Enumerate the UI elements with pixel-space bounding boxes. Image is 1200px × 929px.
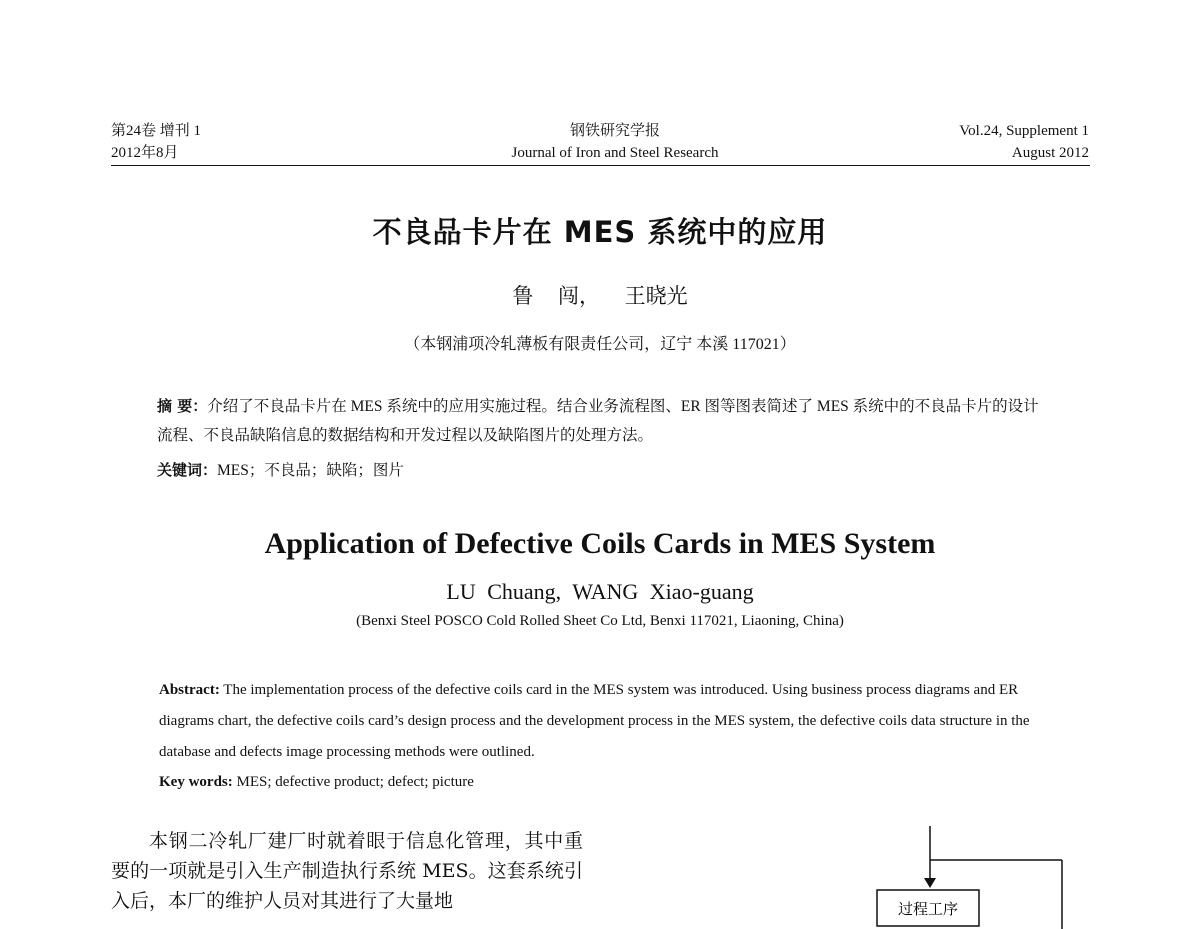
header-divider: [111, 165, 1090, 166]
paper-title-en: Application of Defective Coils Cards in MES System: [264, 527, 936, 560]
abstract-cn: [157, 392, 1052, 450]
volume-issue: 第24卷 增刊 1: [111, 123, 202, 139]
keywords-label-en: Key words:: [159, 774, 233, 790]
flow-arrowhead: [924, 878, 936, 888]
paper-title-cn: 不良品卡片在 MES 系统中的应用: [372, 215, 828, 249]
business-flow-diagram: [860, 820, 1100, 929]
publication-date-cn: 2012年8月: [111, 145, 179, 161]
keywords-en: [159, 770, 1054, 794]
keywords-text-en: MES; defective product; defect; picture: [232, 774, 474, 790]
journal-name: [400, 120, 830, 164]
keywords-cn: [157, 458, 1052, 483]
affiliation-cn: （本钢浦项冷轧薄板有限责任公司，辽宁 本溪 117021）: [404, 336, 796, 353]
abstract-text-en: The implementation process of the defective coils card in the MES system was introduced. Using business process diagrams and ER diagrams chart, the defective coils card’s design process and the development process in the MES system, the defective coils data structure in the database and defects image processing methods were outlined.: [159, 682, 1030, 760]
volume-supplement: Vol.24, Supplement 1: [959, 123, 1089, 139]
keywords-label-cn: 关键词：: [157, 461, 218, 479]
abstract-label-cn: 摘 要：: [157, 397, 208, 415]
keywords-text-cn: MES；不良品；缺陷；图片: [217, 462, 404, 479]
publication-date-en: August 2012: [1011, 145, 1089, 161]
process-box-label: 过程工序: [897, 900, 959, 918]
abstract-label-en: Abstract:: [159, 682, 220, 698]
journal-volume-info: [111, 120, 201, 164]
journal-name-cn: 钢铁研究学报: [569, 123, 660, 139]
body-paragraph: 本钢二冷轧厂建厂时就着眼于信息化管理，其中重要的一项就是引入生产制造执行系统 MES。这套系统引入后，本厂的维护人员对其进行了大量地: [111, 830, 583, 912]
abstract-en: [159, 675, 1054, 768]
journal-volume-info-en: [959, 120, 1089, 164]
journal-name-en: Journal of Iron and Steel Research: [511, 145, 719, 161]
affiliation-en: (Benxi Steel POSCO Cold Rolled Sheet Co Ltd, Benxi 117021, Liaoning, China): [356, 613, 844, 629]
authors-en: LU Chuang, WANG Xiao-guang: [446, 579, 754, 604]
body-left-column: [111, 826, 583, 916]
abstract-text-cn: 介绍了不良品卡片在 MES 系统中的应用实施过程。结合业务流程图、ER 图等图表简述了 MES 系统中的不良品卡片的设计流程、不良品缺陷信息的数据结构和开发过程以及缺陷图片的处理方法。: [157, 398, 1039, 444]
authors-cn: 鲁 闯， 王晓光: [512, 284, 688, 308]
